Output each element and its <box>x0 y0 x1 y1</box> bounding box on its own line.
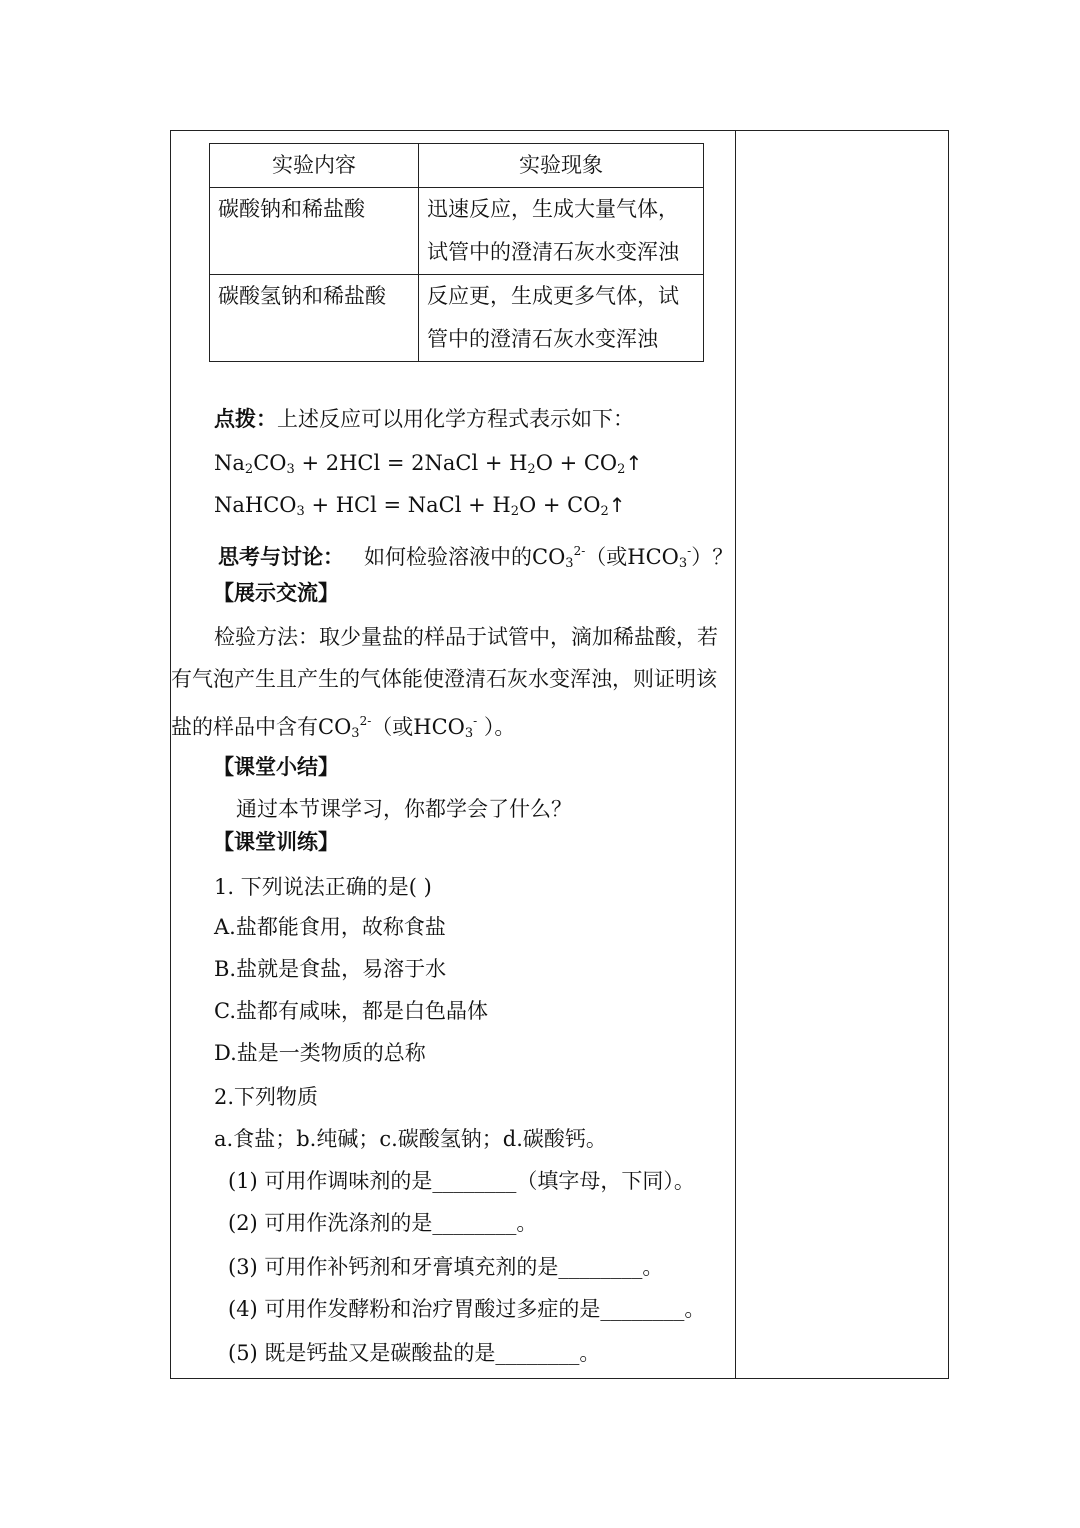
hint-text: 上述反应可以用化学方程式表示如下： <box>277 407 634 431</box>
phenomenon-line: 反应更，生成更多气体，试 <box>427 284 679 308</box>
q1-option-b: B.盐就是食盐，易溶于水 <box>214 957 447 981</box>
table-row <box>210 188 704 275</box>
q2-items: a.食盐；b.纯碱；c.碳酸氢钠；d.碳酸钙。 <box>214 1127 607 1151</box>
summary-heading: 【课堂小结】 <box>213 754 339 779</box>
outer-table-divider <box>735 130 736 1379</box>
training-heading: 【课堂训练】 <box>213 829 339 854</box>
table-header-row <box>210 144 704 188</box>
table-cell-content: 碳酸钠和稀盐酸 <box>210 188 419 275</box>
think-superscript: - <box>687 544 692 558</box>
show-text: ）。 <box>477 715 516 739</box>
eq-subscript: 2 <box>600 504 609 519</box>
think-label: 思考与讨论： <box>218 544 344 569</box>
eq-text: + 2HCl = 2NaCl + H <box>294 451 528 475</box>
experiment-table <box>209 143 704 362</box>
summary-text: 通过本节课学习，你都学会了什么？ <box>236 797 572 821</box>
hint-line <box>214 404 634 434</box>
think-text: ）？ <box>691 545 734 569</box>
table-cell-phenomenon <box>419 275 704 362</box>
eq-text: Na <box>214 451 245 475</box>
show-text: 盐的样品中含有CO <box>171 715 352 739</box>
show-line-1: 检验方法：取少量盐的样品于试管中，滴加稀盐酸，若 <box>214 625 718 649</box>
phenomenon-line: 管中的澄清石灰水变浑浊 <box>427 327 658 351</box>
eq-subscript: 2 <box>510 504 519 519</box>
q2-sub-1: (1) 可用作调味剂的是________（填字母，下同）。 <box>228 1169 695 1193</box>
gas-arrow-icon: ↑ <box>608 493 626 517</box>
gas-arrow-icon: ↑ <box>625 451 643 475</box>
table-header-content: 实验内容 <box>210 144 419 188</box>
show-line-2: 有气泡产生且产生的气体能使澄清石灰水变浑浊，则证明该 <box>171 667 717 691</box>
eq-text: O + CO <box>519 493 601 517</box>
think-text: （或HCO <box>585 545 679 569</box>
show-subscript: 3 <box>351 726 360 741</box>
think-text: 如何检验溶液中的CO <box>364 545 566 569</box>
eq-subscript: 2 <box>244 462 254 477</box>
question-2: 2.下列物质 <box>214 1085 319 1109</box>
eq-text: CO <box>253 451 287 475</box>
think-superscript: 2- <box>573 544 586 558</box>
question-1: 1. 下列说法正确的是( ) <box>214 875 432 899</box>
show-superscript: - <box>473 714 478 728</box>
think-subscript: 3 <box>565 556 574 571</box>
show-subscript: 3 <box>464 726 474 741</box>
q2-sub-5: (5) 既是钙盐又是碳酸盐的是________。 <box>228 1341 601 1365</box>
equation-2 <box>214 490 626 527</box>
eq-subscript: 3 <box>296 504 305 519</box>
equation-1 <box>214 448 642 485</box>
eq-subscript: 2 <box>527 462 536 477</box>
eq-subscript: 3 <box>286 462 295 477</box>
table-cell-content: 碳酸氢钠和稀盐酸 <box>210 275 419 362</box>
show-line-3 <box>171 706 515 749</box>
eq-text: NaHCO <box>214 493 297 517</box>
hint-label: 点拨： <box>214 406 277 431</box>
phenomenon-line: 迅速反应，生成大量气体， <box>427 197 679 221</box>
eq-text: + HCl = NaCl + H <box>304 493 511 517</box>
q2-sub-3: (3) 可用作补钙剂和牙膏填充剂的是________。 <box>228 1255 664 1279</box>
eq-subscript: 2 <box>617 462 626 477</box>
table-header-phenomenon: 实验现象 <box>419 144 704 188</box>
q2-sub-4: (4) 可用作发酵粉和治疗胃酸过多症的是________。 <box>228 1297 706 1321</box>
phenomenon-line: 试管中的澄清石灰水变浑浊 <box>427 240 679 264</box>
q1-option-c: C.盐都有咸味，都是白色晶体 <box>214 999 488 1023</box>
table-cell-phenomenon <box>419 188 704 275</box>
show-heading: 【展示交流】 <box>213 580 339 605</box>
q2-sub-2: (2) 可用作洗涤剂的是________。 <box>228 1211 538 1235</box>
show-superscript: 2- <box>359 714 372 728</box>
eq-text: O + CO <box>535 451 618 475</box>
table-row <box>210 275 704 362</box>
think-discuss-line <box>218 536 733 579</box>
q1-option-a: A.盐都能食用，故称食盐 <box>214 915 446 939</box>
q1-option-d: D.盐是一类物质的总称 <box>214 1041 426 1065</box>
show-text: （或HCO <box>371 715 465 739</box>
think-subscript: 3 <box>678 556 688 571</box>
